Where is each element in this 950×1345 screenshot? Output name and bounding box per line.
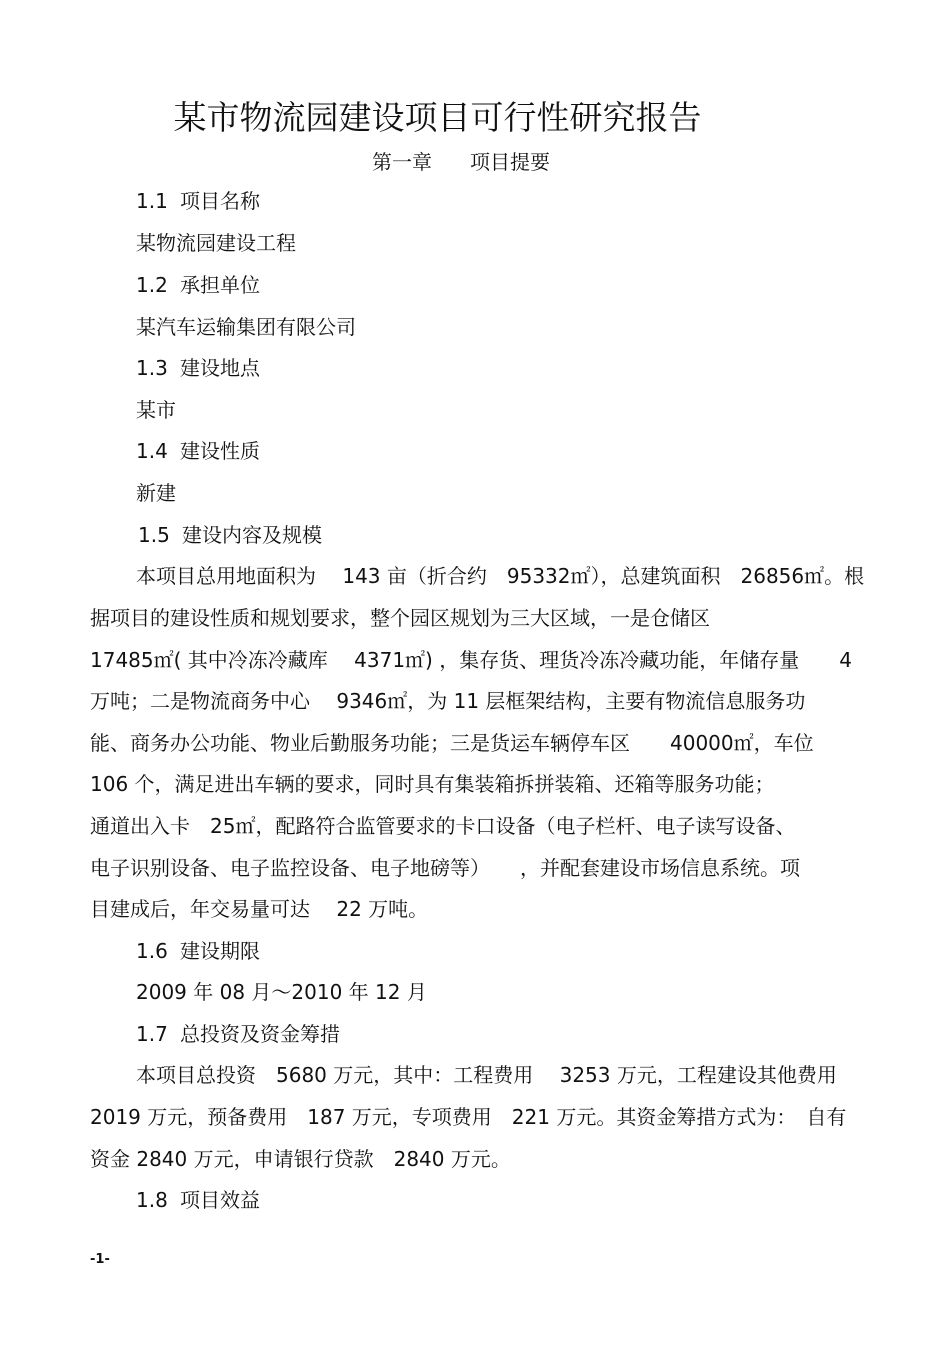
section-number: 1.8 bbox=[136, 1188, 168, 1212]
chapter-name: 项目提要 bbox=[470, 150, 550, 174]
section-body: 某汽车运输集团有限公司 bbox=[136, 315, 356, 339]
page-number: -1- bbox=[90, 1252, 110, 1267]
section-title: 建设期限 bbox=[180, 939, 260, 963]
section-title: 建设内容及规模 bbox=[182, 523, 322, 547]
section-heading bbox=[136, 188, 260, 214]
paragraph-line: 资金 2840 万元，申请银行贷款 2840 万元。 bbox=[90, 1147, 511, 1171]
section-heading bbox=[136, 355, 260, 381]
section-title: 项目效益 bbox=[180, 1188, 260, 1212]
paragraph-line: 本项目总用地面积为 143 亩（折合约 95332㎡），总建筑面积 26856㎡。根 bbox=[136, 564, 865, 588]
section-heading bbox=[136, 272, 260, 298]
chapter-label: 第一章 bbox=[372, 150, 432, 174]
section-title: 总投资及资金筹措 bbox=[180, 1022, 340, 1046]
paragraph-line: 万吨；二是物流商务中心 9346㎡，为 11 层框架结构，主要有物流信息服务功 bbox=[90, 689, 806, 713]
paragraph-line: 能、商务办公功能、物业后勤服务功能；三是货运车辆停车区 40000㎡，车位 bbox=[90, 731, 814, 755]
paragraph-line: 电子识别设备、电子监控设备、电子地磅等） ，并配套建设市场信息系统。项 bbox=[90, 856, 800, 880]
section-number: 1.5 bbox=[138, 523, 170, 547]
section-title: 建设性质 bbox=[180, 439, 260, 463]
section-number: 1.3 bbox=[136, 356, 168, 380]
section-number: 1.4 bbox=[136, 439, 168, 463]
section-heading bbox=[136, 438, 260, 464]
section-body: 2009 年 08 月～2010 年 12 月 bbox=[136, 980, 427, 1004]
section-heading bbox=[136, 938, 260, 964]
section-number: 1.7 bbox=[136, 1022, 168, 1046]
section-title: 项目名称 bbox=[180, 189, 260, 213]
document-title: 某市物流园建设项目可行性研究报告 bbox=[173, 98, 702, 137]
section-heading bbox=[136, 1187, 260, 1213]
paragraph-line: 通道出入卡 25㎡，配路符合监管要求的卡口设备（电子栏杆、电子读写设备、 bbox=[90, 814, 796, 838]
section-number: 1.1 bbox=[136, 189, 168, 213]
section-body: 新建 bbox=[136, 481, 176, 505]
section-heading bbox=[138, 522, 322, 548]
paragraph-line: 106 个，满足进出车辆的要求，同时具有集装箱拆拼装箱、还箱等服务功能； bbox=[90, 772, 775, 796]
section-number: 1.2 bbox=[136, 273, 168, 297]
section-title: 承担单位 bbox=[180, 273, 260, 297]
paragraph-line: 本项目总投资 5680 万元，其中：工程费用 3253 万元，工程建设其他费用 bbox=[136, 1063, 837, 1087]
section-title: 建设地点 bbox=[180, 356, 260, 380]
paragraph-line: 据项目的建设性质和规划要求，整个园区规划为三大区域，一是仓储区 bbox=[90, 606, 710, 630]
paragraph-line: 17485㎡( 其中冷冻冷藏库 4371㎡) ，集存货、理货冷冻冷藏功能，年储存量 4 bbox=[90, 648, 852, 672]
paragraph-line: 2019 万元，预备费用 187 万元，专项费用 221 万元。其资金筹措方式为： 自有 bbox=[90, 1105, 847, 1129]
section-number: 1.6 bbox=[136, 939, 168, 963]
chapter-heading bbox=[372, 146, 550, 175]
paragraph-line: 目建成后，年交易量可达 22 万吨。 bbox=[90, 897, 429, 921]
section-heading bbox=[136, 1021, 340, 1047]
section-body: 某市 bbox=[136, 398, 176, 422]
section-body: 某物流园建设工程 bbox=[136, 231, 296, 255]
